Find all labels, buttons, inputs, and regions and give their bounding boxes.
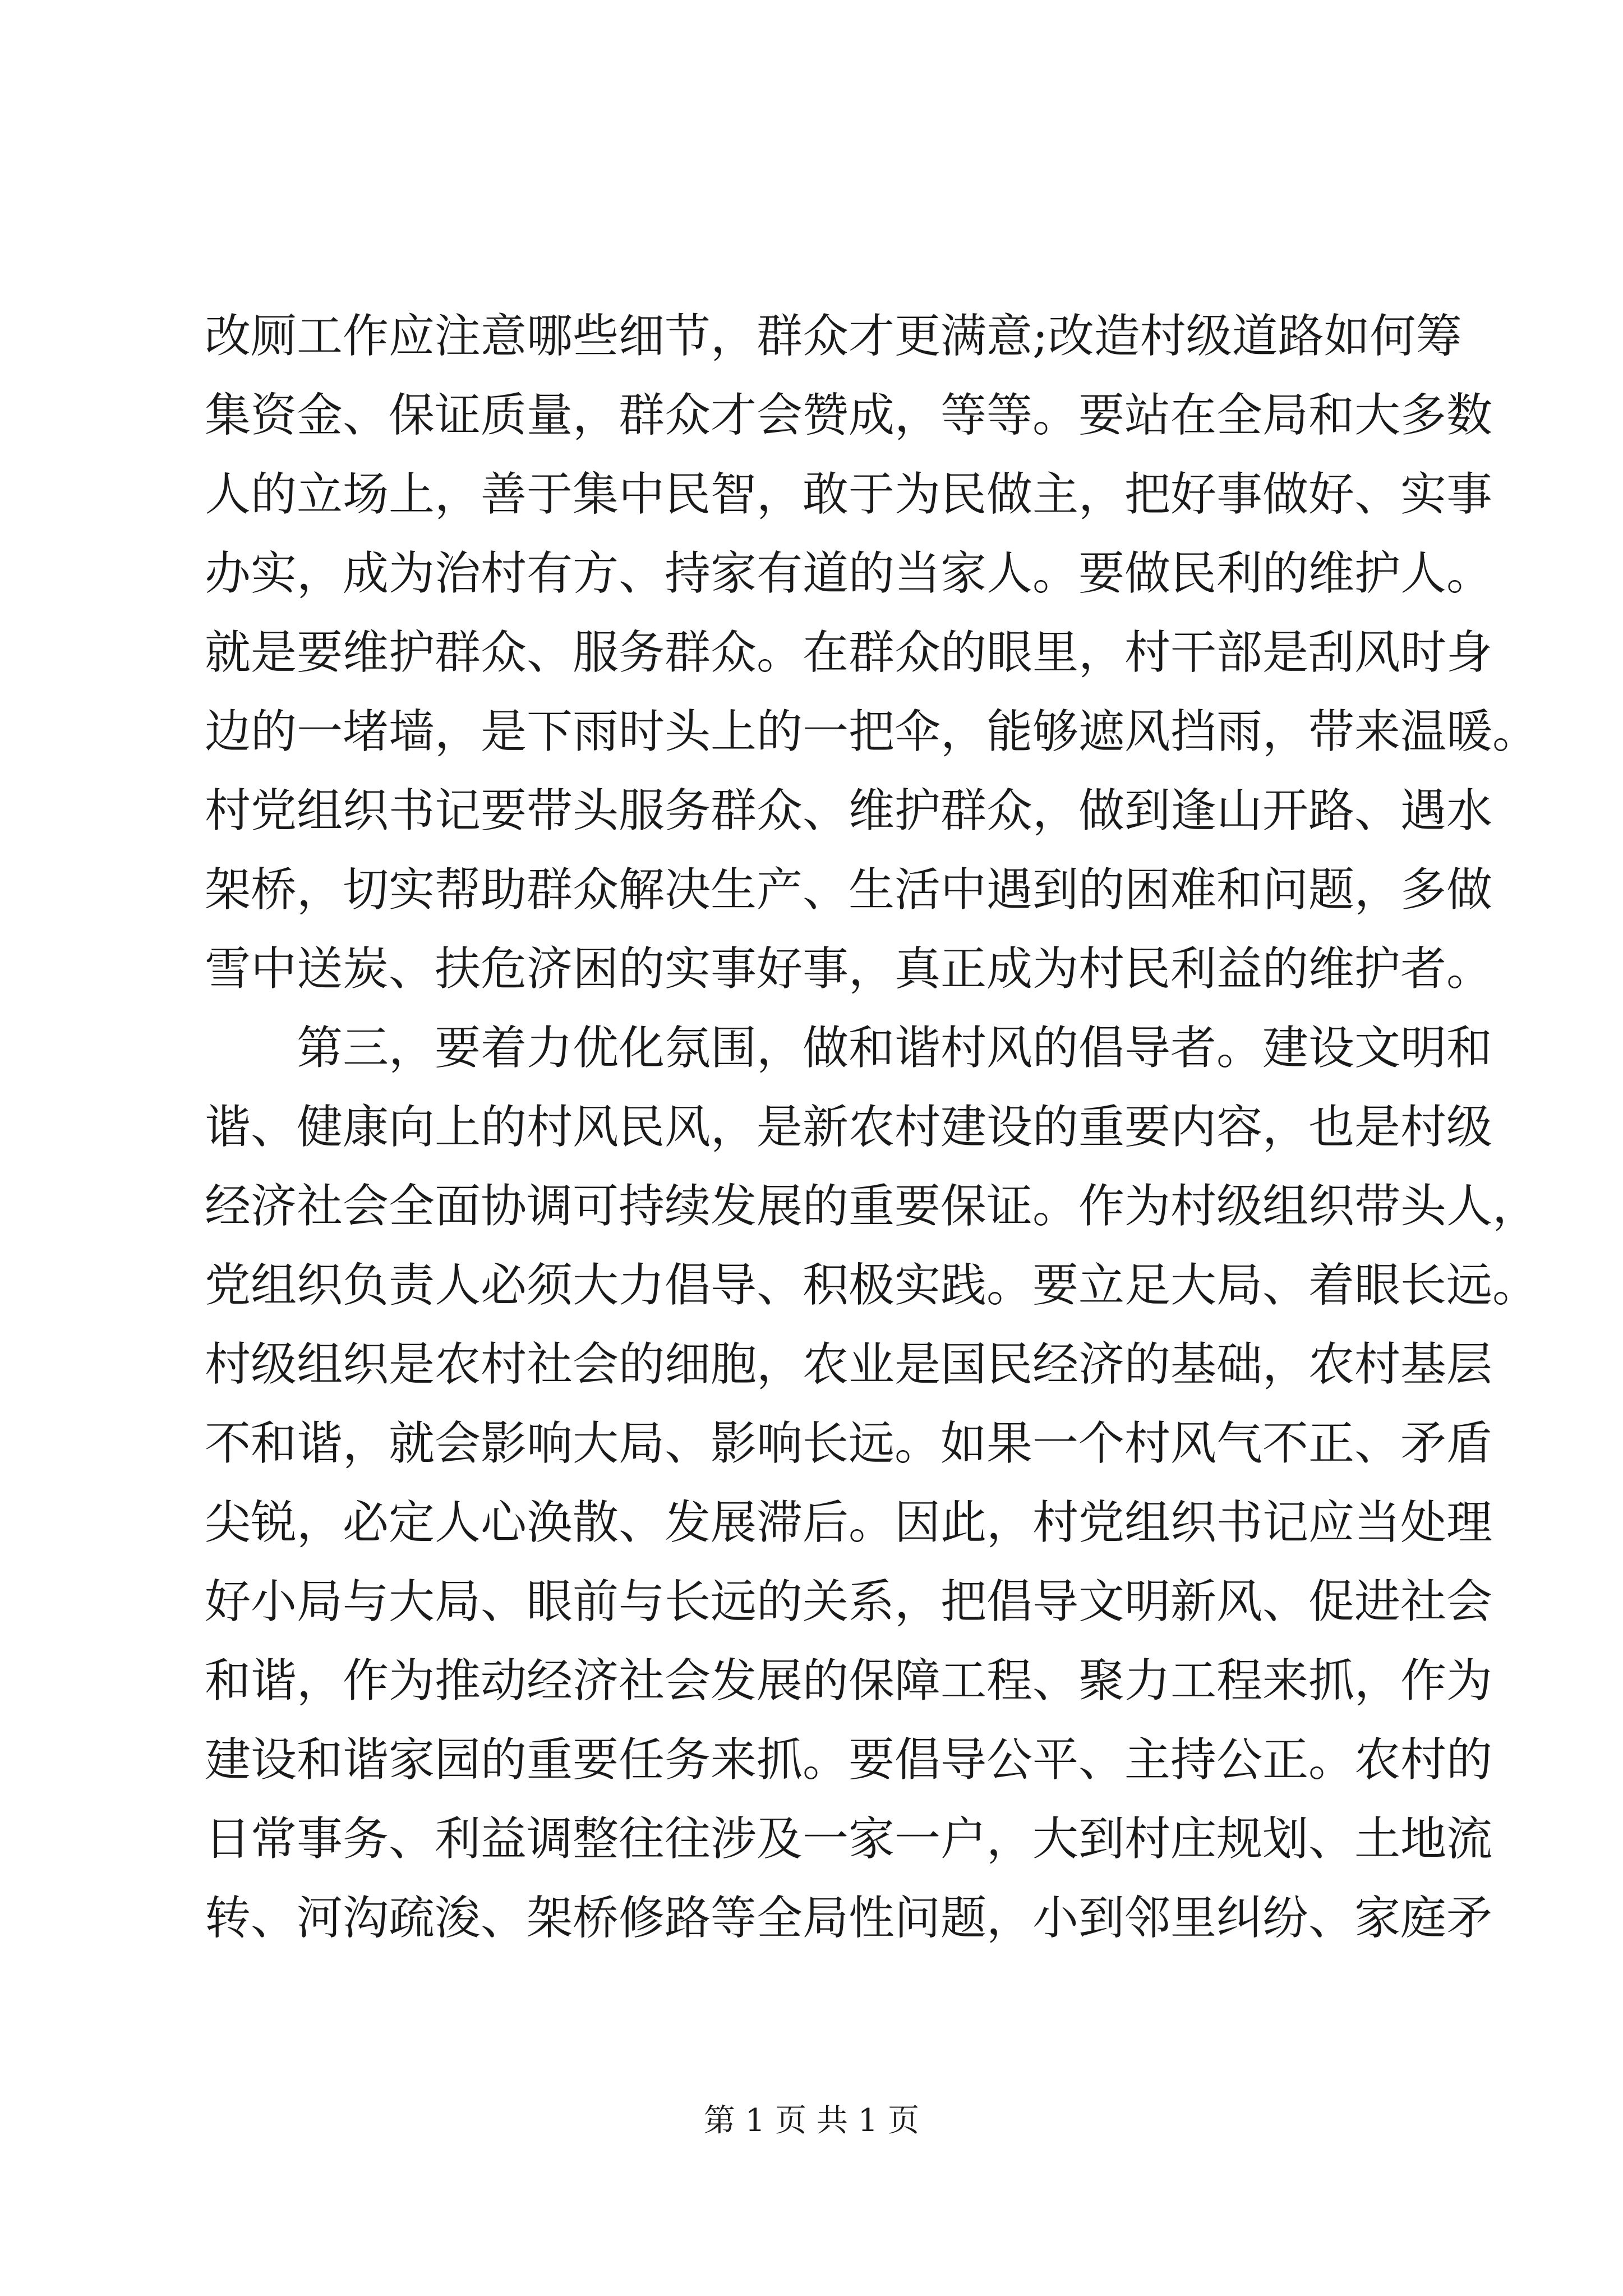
text-line: 村党组织书记要带头服务群众、维护群众，做到逢山开路、遇水 xyxy=(205,784,1493,838)
text-line: 架桥，切实帮助群众解决生产、生活中遇到的困难和问题，多做 xyxy=(205,863,1493,917)
text-line: 就是要维护群众、服务群众。在群众的眼里，村干部是刮风时身 xyxy=(205,626,1493,679)
text-line: 边的一堵墙，是下雨时头上的一把伞，能够遮风挡雨，带来温暖。 xyxy=(205,705,1539,758)
text-line: 集资金、保证质量，群众才会赞成，等等。要站在全局和大多数 xyxy=(205,389,1493,442)
text-line: 日常事务、利益调整往往涉及一家一户，大到村庄规划、土地流 xyxy=(205,1812,1493,1866)
text-line: 人的立场上，善于集中民智，敢于为民做主，把好事做好、实事 xyxy=(205,468,1493,521)
text-line: 转、河沟疏浚、架桥修路等全局性问题，小到邻里纠纷、家庭矛 xyxy=(205,1892,1493,1945)
text-line: 经济社会全面协调可持续发展的重要保证。作为村级组织带头人， xyxy=(205,1180,1539,1233)
page-footer: 第 1 页 共 1 页 xyxy=(703,2102,920,2139)
text-line: 尖锐，必定人心涣散、发展滞后。因此，村党组织书记应当处理 xyxy=(205,1496,1493,1549)
text-line: 雪中送炭、扶危济困的实事好事，真正成为村民利益的维护者。 xyxy=(205,942,1493,996)
text-line: 办实，成为治村有方、持家有道的当家人。要做民利的维护人。 xyxy=(205,547,1493,600)
text-line: 村级组织是农村社会的细胞，农业是国民经济的基础，农村基层 xyxy=(205,1338,1493,1391)
text-line: 好小局与大局、眼前与长远的关系，把倡导文明新风、促进社会 xyxy=(205,1575,1493,1628)
text-line: 不和谐，就会影响大局、影响长远。如果一个村风气不正、矛盾 xyxy=(205,1417,1493,1470)
text-line: 改厕工作应注意哪些细节，群众才更满意;改造村级道路如何筹 xyxy=(205,310,1462,363)
text-line: 建设和谐家园的重要任务来抓。要倡导公平、主持公正。农村的 xyxy=(205,1733,1493,1787)
text-line: 党组织负责人必须大力倡导、积极实践。要立足大局、着眼长远。 xyxy=(205,1259,1539,1312)
text-line: 和谐，作为推动经济社会发展的保障工程、聚力工程来抓，作为 xyxy=(205,1654,1493,1708)
paragraph-first-line: 第三，要着力优化氛围，做和谐村风的倡导者。建设文明和 xyxy=(297,1022,1493,1075)
text-line: 谐、健康向上的村风民风，是新农村建设的重要内容，也是村级 xyxy=(205,1101,1493,1154)
